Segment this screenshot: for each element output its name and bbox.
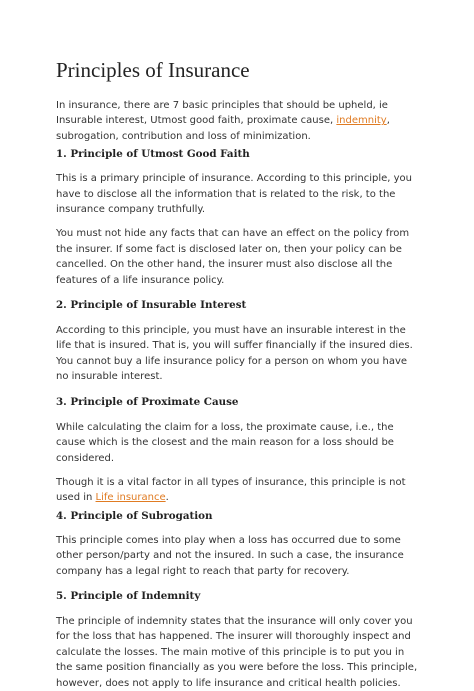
page-title: Principles of Insurance [56, 58, 250, 82]
intro-text-before: In insurance, there are 7 basic principles that should be upheld, ie Insurable interest, Utmost good faith, proximate cause, [56, 100, 388, 127]
intro-text-after: , subrogation, contribution and loss of minimization. [56, 115, 390, 142]
section-paragraph: The principle of indemnity states that the insurance will only cover you for the loss that has happened. The insurer will thoroughly inspect and calculate the losses. The main motive of this principle is to put you in the same position financially as you were before the loss. This principle, however, does not apply to life insurance and critical health policies. [56, 615, 418, 689]
section-heading-indemnity: 5. Principle of Indemnity [56, 589, 201, 602]
section-heading-insurable-interest: 2. Principle of Insurable Interest [56, 299, 247, 312]
section-paragraph: This is a primary principle of insurance. According to this principle, you have to disclose all the information that is related to the risk, to the insurance company truthfully. [56, 173, 412, 216]
section-paragraph-with-link [56, 475, 418, 506]
life-insurance-link[interactable]: Life insurance [95, 492, 166, 504]
paragraph-text-before: Though it is a vital factor in all types of insurance, this principle is not used in [56, 476, 406, 504]
paragraph-text-after: . [165, 492, 169, 504]
section-paragraph: According to this principle, you must have an insurable interest in the life that is insured. That is, you will suffer financially if the insured dies. You cannot buy a life insurance policy for a person on whom you have no insurable interest. [56, 325, 413, 383]
section-heading-proximate-cause: 3. Principle of Proximate Cause [56, 395, 239, 408]
section-heading-utmost-good-faith: 1. Principle of Utmost Good Faith [56, 148, 250, 161]
intro-paragraph [56, 98, 418, 144]
section-paragraph: While calculating the claim for a loss, the proximate cause, i.e., the cause which is the closest and the main reason for a loss should be considered. [56, 421, 394, 464]
section-paragraph: This principle comes into play when a loss has occurred due to some other person/party and not the insured. In such a case, the insurance company has a legal right to reach that party for recovery. [56, 534, 404, 577]
indemnity-link[interactable]: indemnity [336, 115, 387, 127]
section-paragraph: You must not hide any facts that can have an effect on the policy from the insurer. If some fact is disclosed later on, then your policy can be cancelled. On the other hand, the insurer must also disclose all the features of a life insurance policy. [56, 228, 410, 286]
section-heading-subrogation: 4. Principle of Subrogation [56, 509, 213, 522]
